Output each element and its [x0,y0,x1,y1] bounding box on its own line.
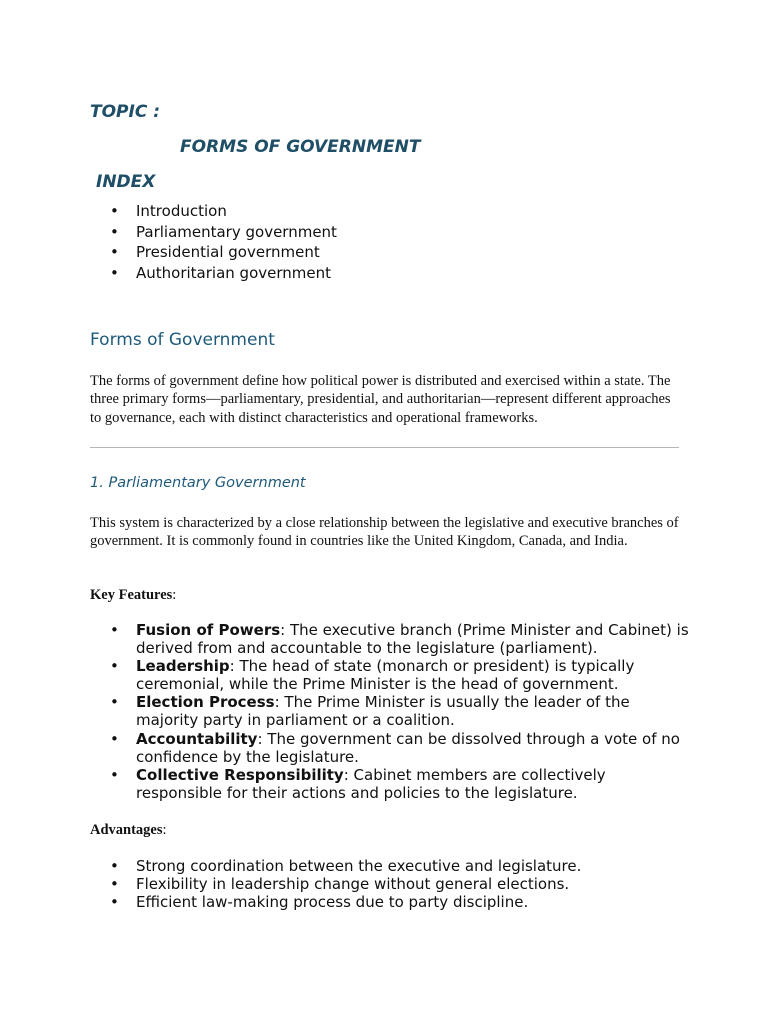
section-heading: Forms of Government [90,330,275,350]
bullet-icon: • [110,657,119,676]
parliamentary-paragraph: This system is characterized by a close relationship between the legislative and executive branches of government. It is commonly found in countries like the United Kingdom, Canada, and India. [90,515,679,550]
index-item-text: Presidential government [136,243,320,262]
index-item-text: Parliamentary government [136,222,337,241]
advantage-item [90,893,690,911]
bullet-icon: • [110,693,119,712]
feature-term: Collective Responsibility [136,765,344,784]
bullet-icon: • [110,893,119,912]
index-heading: INDEX [96,172,156,192]
index-list [90,201,337,284]
index-item [90,242,337,263]
feature-text: : The Prime Minister is usually the leader of the majority party in parliament or a coalition. [136,693,630,730]
bullet-icon: • [110,621,119,639]
bullet-icon: • [110,857,119,875]
bullet-icon: • [110,765,119,784]
divider [90,447,679,448]
feature-item [90,730,690,766]
feature-item [90,621,690,657]
bullet-icon: • [110,202,119,220]
parliamentary-heading: 1. Parliamentary Government [90,475,306,491]
colon: : [172,587,177,603]
feature-term: Fusion of Powers [136,621,281,639]
feature-text: : Cabinet members are collectively responsible for their actions and policies to the legislature. [136,765,606,802]
index-item [90,201,337,222]
intro-paragraph: The forms of government define how political power is distributed and exercised within a state. The three primary forms—parliamentary, presidential, and authoritarian—represent different approaches to governance, each with distinct characteristics and operational frameworks. [90,373,671,426]
advantage-text: Strong coordination between the executive and legislature. [136,857,582,875]
bullet-icon: • [110,264,119,283]
key-features-list [90,621,690,802]
advantages-label-text: Advantages [90,822,163,838]
feature-text: : The government can be dissolved through a vote of no confidence by the legislature. [136,729,680,766]
feature-text: : The executive branch (Prime Minister and Cabinet) is derived from and accountable to the legislature (parliament). [136,621,689,658]
advantages-label [90,821,167,839]
index-item-text: Introduction [136,202,227,220]
bullet-icon: • [110,222,119,241]
bullet-icon: • [110,729,119,748]
advantage-text: Flexibility in leadership change without general elections. [136,875,570,894]
feature-term: Leadership [136,657,230,676]
index-item-text: Authoritarian government [136,264,331,283]
advantages-list [90,857,690,911]
bullet-icon: • [110,243,119,262]
key-features-label-text: Key Features [90,587,173,603]
advantage-item [90,875,690,893]
index-item [90,222,337,243]
advantage-text: Efficient law-making process due to party discipline. [136,893,529,912]
colon: : [162,822,167,838]
feature-item [90,693,690,729]
advantage-item [90,857,690,875]
bullet-icon: • [110,875,119,894]
feature-item [90,766,690,802]
key-features-label [90,586,176,604]
feature-item [90,657,690,693]
topic-label: TOPIC : [90,102,161,122]
feature-term: Election Process [136,693,275,712]
feature-text: : The head of state (monarch or president) is typically ceremonial, while the Prime Minister is the head of government. [136,657,635,694]
index-item [90,263,337,284]
document-title: FORMS OF GOVERNMENT [180,137,421,157]
feature-term: Accountability [136,729,258,748]
